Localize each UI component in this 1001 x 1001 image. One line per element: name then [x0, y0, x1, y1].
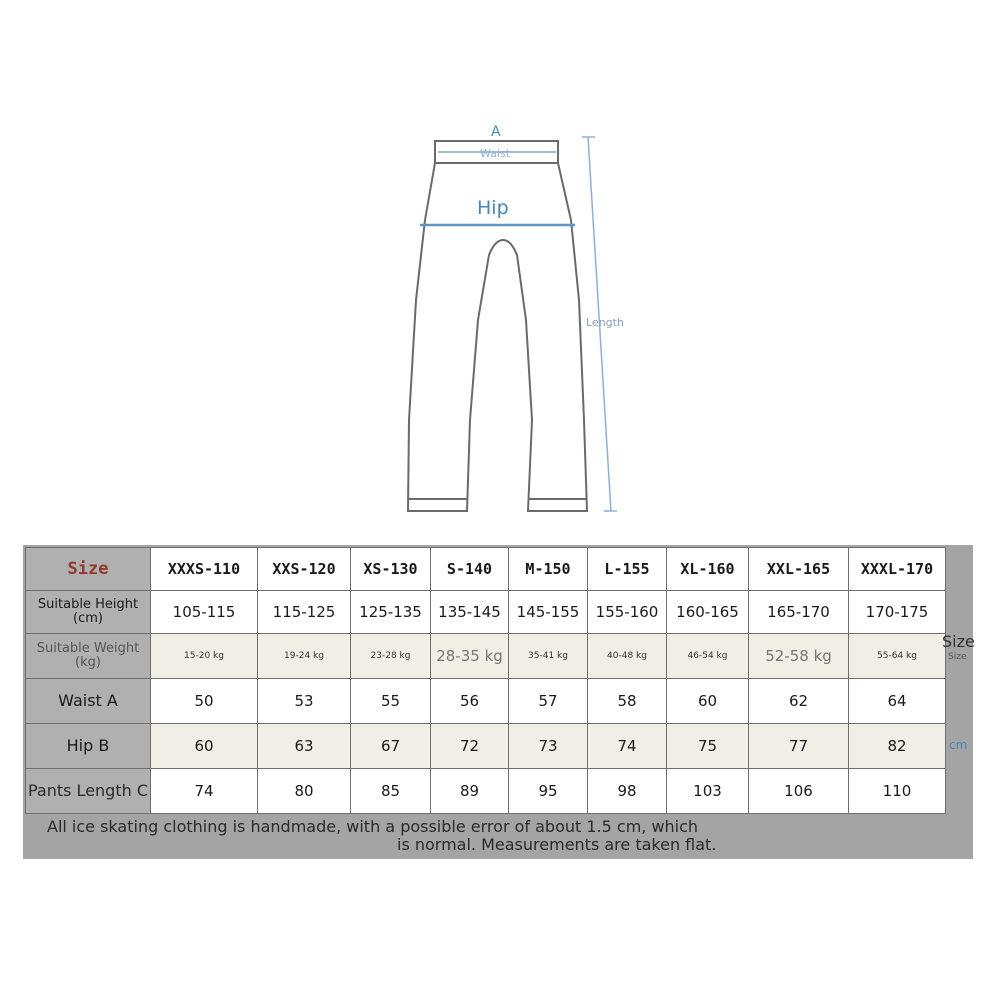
length-cell: 89	[431, 769, 509, 814]
hip-cell: 73	[509, 724, 588, 769]
side-size-small-label: Size	[948, 652, 967, 662]
height-header: Suitable Height (cm)	[26, 591, 151, 634]
height-row	[26, 591, 946, 634]
length-cell: 74	[151, 769, 258, 814]
waist-header: Waist A	[26, 679, 151, 724]
length-header: Pants Length C	[26, 769, 151, 814]
hip-cell: 72	[431, 724, 509, 769]
waist-cell: 53	[258, 679, 351, 724]
length-cell: 80	[258, 769, 351, 814]
height-cell: 135-145	[431, 591, 509, 634]
weight-cell: 28-35 kg	[431, 634, 509, 679]
waist-cell: 56	[431, 679, 509, 724]
hip-cell: 60	[151, 724, 258, 769]
size-cell: XXXL-170	[849, 548, 946, 591]
weight-cell: 23-28 kg	[351, 634, 431, 679]
height-cell: 105-115	[151, 591, 258, 634]
size-cell: L-155	[588, 548, 667, 591]
waist-cell: 50	[151, 679, 258, 724]
note-line-1: All ice skating clothing is handmade, with a possible error of about 1.5 cm, which	[47, 817, 699, 836]
length-cell: 106	[749, 769, 849, 814]
label-waist: Waist	[480, 147, 511, 160]
waist-cell: 62	[749, 679, 849, 724]
height-cell: 160-165	[667, 591, 749, 634]
hip-cell: 63	[258, 724, 351, 769]
length-cell: 103	[667, 769, 749, 814]
hip-cell: 74	[588, 724, 667, 769]
side-size-label: Size	[942, 632, 975, 651]
hip-cell: 67	[351, 724, 431, 769]
length-cell: 98	[588, 769, 667, 814]
weight-cell: 15-20 kg	[151, 634, 258, 679]
waist-cell: 58	[588, 679, 667, 724]
size-cell: M-150	[509, 548, 588, 591]
weight-cell: 52-58 kg	[749, 634, 849, 679]
weight-cell: 35-41 kg	[509, 634, 588, 679]
weight-header: Suitable Weight (kg)	[26, 634, 151, 679]
size-cell: XXL-165	[749, 548, 849, 591]
length-cell: 95	[509, 769, 588, 814]
label-hip: Hip	[477, 197, 509, 219]
hip-cell: 77	[749, 724, 849, 769]
height-cell: 170-175	[849, 591, 946, 634]
size-chart	[23, 545, 973, 859]
size-row	[26, 548, 946, 591]
hip-header: Hip B	[26, 724, 151, 769]
weight-row	[26, 634, 946, 679]
size-header: Size	[26, 548, 151, 591]
label-a: A	[491, 124, 501, 140]
length-cell: 85	[351, 769, 431, 814]
weight-cell: 55-64 kg	[849, 634, 946, 679]
size-cell: XXS-120	[258, 548, 351, 591]
size-cell: XL-160	[667, 548, 749, 591]
note-line-2: is normal. Measurements are taken flat.	[397, 835, 717, 854]
height-cell: 155-160	[588, 591, 667, 634]
height-cell: 125-135	[351, 591, 431, 634]
waist-cell: 55	[351, 679, 431, 724]
side-unit-label: cm	[949, 738, 968, 752]
hip-row	[26, 724, 946, 769]
weight-cell: 46-54 kg	[667, 634, 749, 679]
height-cell: 115-125	[258, 591, 351, 634]
size-table	[25, 547, 946, 814]
hip-cell: 82	[849, 724, 946, 769]
waist-cell: 64	[849, 679, 946, 724]
label-length: Length	[586, 316, 624, 329]
weight-cell: 19-24 kg	[258, 634, 351, 679]
size-cell: XS-130	[351, 548, 431, 591]
length-cell: 110	[849, 769, 946, 814]
size-cell: XXXS-110	[151, 548, 258, 591]
weight-cell: 40-48 kg	[588, 634, 667, 679]
height-cell: 145-155	[509, 591, 588, 634]
length-row	[26, 769, 946, 814]
size-cell: S-140	[431, 548, 509, 591]
hip-cell: 75	[667, 724, 749, 769]
waist-cell: 60	[667, 679, 749, 724]
waist-cell: 57	[509, 679, 588, 724]
height-cell: 165-170	[749, 591, 849, 634]
waist-row	[26, 679, 946, 724]
